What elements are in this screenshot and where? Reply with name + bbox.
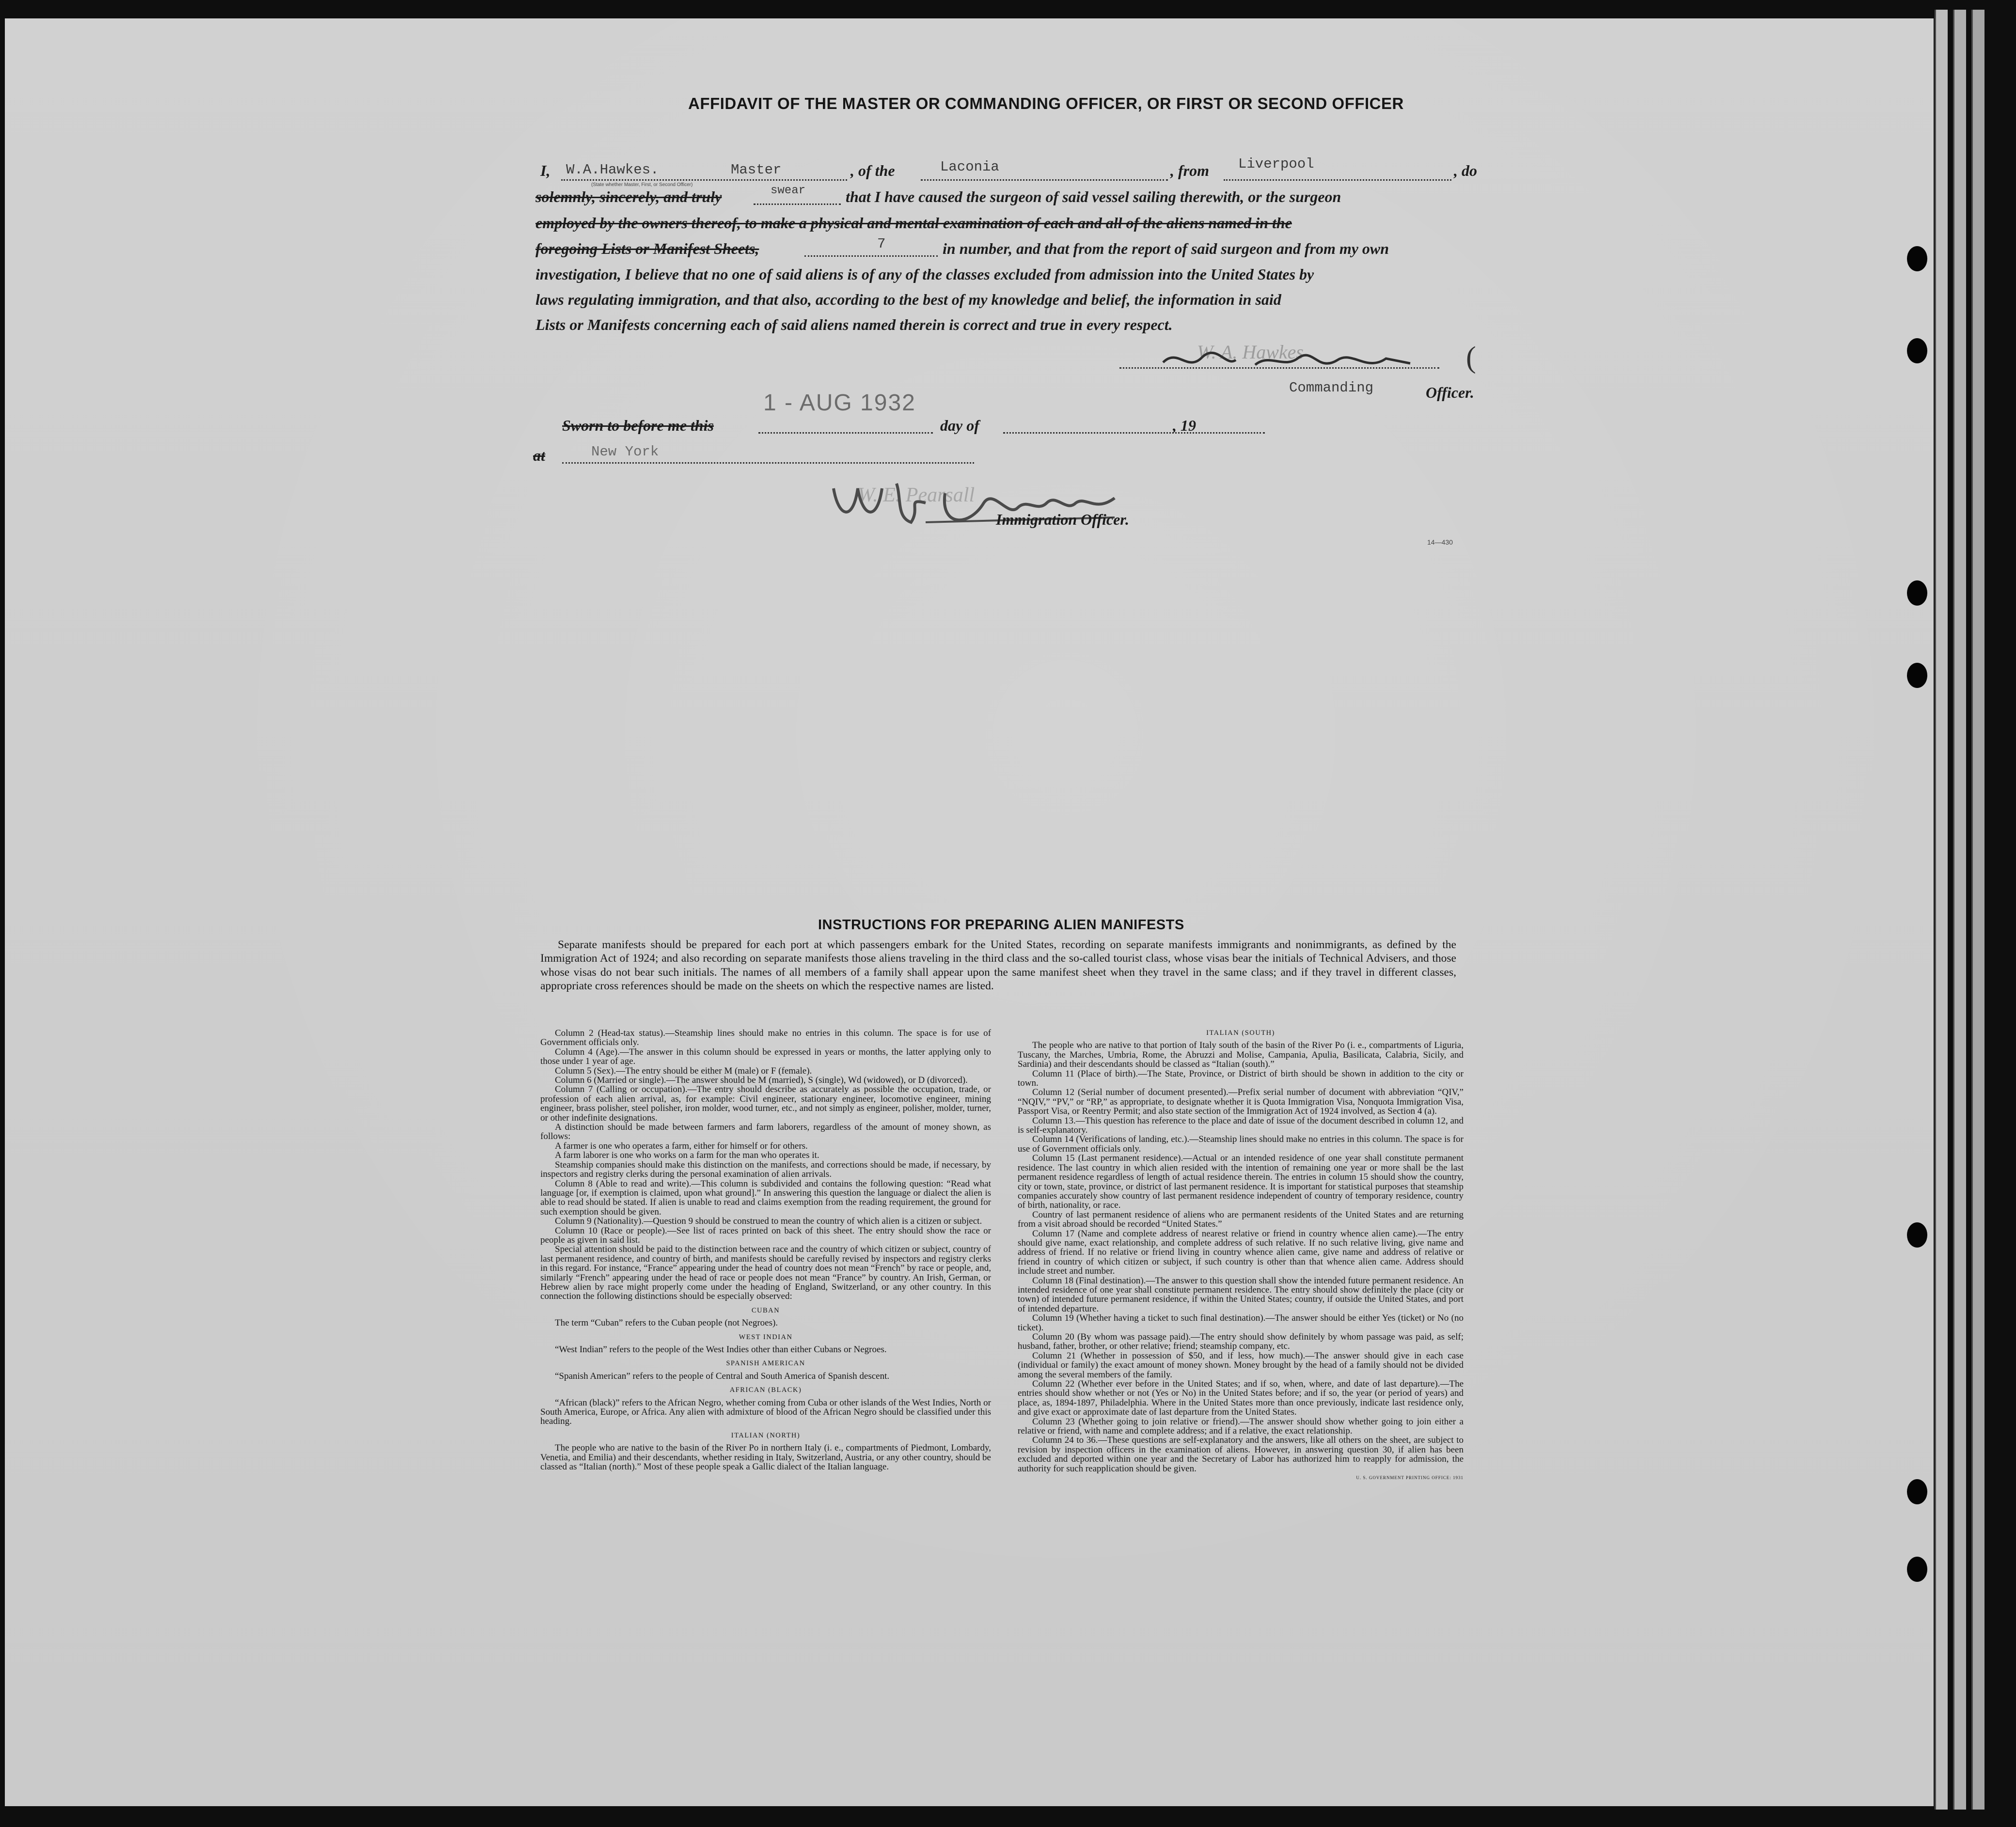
document-sheet — [5, 18, 1934, 1806]
line1-do: , do — [1454, 162, 1477, 179]
line6-text: laws regulating immigration, and that also, according to the best of my knowledge and belief, the information in said — [536, 291, 1281, 308]
cuban-heading: CUBAN — [751, 1306, 780, 1314]
italian-north-text: The people who are native to the basin of the River Po in northern Italy (i. e., compartments of Piedmont, Lombardy, Venetia, and Emilia) and their descendants, whether residing in Italy, Switzerland, Austria, or any other country, should be classed as “Italian (north).” Most of these people speak a Gallic dialect of the Italian language. — [540, 1443, 991, 1472]
immigration-officer-label: Immigration Officer. — [996, 511, 1129, 528]
at-place: New York — [591, 444, 659, 460]
italian-south-heading: ITALIAN (SOUTH) — [1206, 1029, 1275, 1037]
punch-hole — [1907, 580, 1927, 606]
signature-tick: ( — [1466, 341, 1476, 374]
right-para: Column 20 (By whom was passage paid).—The entry should show definitely by whom passage was paid, as self; husband, father, brother, or other relative; friend; steamship company, etc. — [1018, 1332, 1464, 1352]
immigration-signature-text: W. E. Pearsall — [858, 484, 975, 506]
line2-prefix: solemnly, sincerely, and truly — [536, 188, 722, 205]
left-para: Column 2 (Head-tax status).—Steamship lines should make no entries in this column. The space is for use of Government officials only. — [540, 1028, 991, 1048]
left-para: Special attention should be paid to the distinction between race and the country of which citizen or subject, country of last permanent residence, and country of birth, and manifests should be carefully revised by inspectors and registry clerks in this regard. For instance, “France” appearing under the head of country does not mean “French” by race or people, and, similarly “French” appearing under the head of race or people does not mean “France” by country. An Irish, German, or Hebrew alien by race might properly come under the heading of England, Switzerland, or any other country. In this connection the following distinctions should be especially observed: — [540, 1244, 991, 1302]
westindian-text: “West Indian” refers to the people of the West Indies other than either Cubans or Negroes. — [555, 1344, 887, 1355]
stacked-sheet-edge — [1935, 10, 1948, 1810]
right-para: Column 13.—This question has reference to the place and date of issue of the document described in column 12, and is self-explanatory. — [1018, 1115, 1464, 1136]
at-place-line — [562, 445, 974, 464]
line2-text: that I have caused the surgeon of said vessel sailing therewith, or the surgeon — [846, 188, 1341, 205]
left-para: Column 5 (Sex).—The entry should be either M (male) or F (female). — [555, 1065, 812, 1076]
instructions-right-column — [1018, 1029, 1464, 1483]
master-name-line — [561, 162, 847, 181]
form-number: 14—430 — [1427, 538, 1453, 546]
line3-body: employed by the owners thereof, to make a physical and mental examination of each and all of the aliens named in the — [536, 214, 1292, 232]
officer-type: Commanding — [1289, 380, 1374, 396]
sworn-day-of: day of — [940, 417, 979, 434]
right-para: Column 11 (Place of birth).—The State, Province, or District of birth should be shown in addition to the city or town. — [1018, 1068, 1464, 1089]
left-para: Column 8 (Able to read and write).—This column is subdivided and contains the following question: “Read what language [or, if exemption is claimed, upon what ground].” In answering this question the language or dialect the alien is able to read should be stated. If alien is unable to read and claims exemption from the reading requirement, the ground for such exemption should be given. — [540, 1178, 991, 1217]
sworn-year: , 19 — [1173, 417, 1196, 434]
left-para: Column 7 (Calling or occupation).—The entry should describe as accurately as possible the occupation, trade, or profession of each alien arrival, as, for example: Civil engineer, stationary engineer, locomotive engineer, mining engineer, brass polisher, steel polisher, iron molder, wood turner, etc., and not simply as engineer, polisher, molder, turner, or other indefinite designations. — [540, 1084, 991, 1123]
right-para: The people who are native to that portion of Italy south of the basin of the River Po (i. e., compartments of Liguria, Tuscany, the Marches, Umbria, Rome, the Abruzzi and Molise, Campania, Apulia, Basilicata, Calabria, Sicily, and Sardinia) and their descendants should be classed as “Italian (south).” — [1018, 1040, 1464, 1070]
affidavit-title: AFFIDAVIT OF THE MASTER OR COMMANDING OFFICER, OR FIRST OR SECOND OFFICER — [688, 94, 1404, 112]
printer-credit: U. S. GOVERNMENT PRINTING OFFICE: 1931 — [1356, 1475, 1464, 1481]
left-para: A farm laborer is one who works on a farm for the man who operates it. — [555, 1150, 819, 1161]
officer-suffix: Officer. — [1426, 384, 1474, 401]
westindian-heading: WEST INDIAN — [739, 1333, 793, 1341]
right-para: Column 17 (Name and complete address of nearest relative or friend in country whence alien came).—The entry should give name, exact relationship, and complete address of such relative. If no such relative living, give name and address of friend. If no relative or friend living in country whence alien came, give name and address of relative or friend in country of which citizen or subject, if such country is other than that whence alien came. Address should include street and number. — [1018, 1228, 1464, 1277]
punch-hole — [1907, 338, 1927, 363]
master-rank: Master — [731, 162, 782, 178]
line1-from: , from — [1170, 162, 1209, 179]
left-para: A distinction should be made between farmers and farm laborers, regardless of the amount of money shown, as follows: — [540, 1122, 991, 1142]
right-para: Column 24 to 36.—These questions are self-explanatory and the answers, like all others on the sheet, are subject to revision by inspection officers in the examination of aliens. However, in answering question 30, if alien has been excluded and deported within one year and the Secretary of Labor has authorized him to reapply for admission, the authority for such reapplication should be given. — [1018, 1435, 1464, 1474]
punch-hole — [1907, 663, 1927, 688]
right-para: Column 19 (Whether having a ticket to such final destination).—The answer should be either Yes (ticket) or No (no ticket). — [1018, 1313, 1464, 1333]
punch-hole — [1907, 1557, 1927, 1582]
port-line — [1224, 156, 1451, 181]
italian-north-heading: ITALIAN (NORTH) — [731, 1431, 801, 1439]
line5-text: investigation, I believe that no one of said aliens is of any of the classes excluded from admission into the United States by — [536, 265, 1314, 283]
line1-of-the: , of the — [850, 162, 895, 179]
port-from: Liverpool — [1238, 156, 1314, 172]
left-para: Column 10 (Race or people).—See list of races printed on back of this sheet. The entry should show the race or people as given in said list. — [540, 1225, 991, 1245]
right-para: Column 18 (Final destination).—The answer to this question shall show the intended future permanent residence. An intended residence of one year shall constitute permanent residence. The entry should show definitely the place (city or town) of intended future permanent residence, if within the United States; country, if outside the United States, and port of intended departure. — [1018, 1275, 1464, 1314]
stacked-sheet-edge — [1971, 10, 1984, 1810]
spanish-text: “Spanish American” refers to the people of Central and South America of Spanish descent. — [555, 1371, 890, 1381]
vessel-name: Laconia — [940, 159, 999, 175]
right-para: Column 23 (Whether going to join relative or friend).—The answer should show whether going to join either a relative or friend, with name and complete address; and if a relative, the exact relationship. — [1018, 1416, 1464, 1437]
instructions-intro: Separate manifests should be prepared for each port at which passengers embark for the United States, recording on separate manifests immigrants and nonimmigrants, as defined by the Immigration Act of 1924; and also recording on separate manifests those aliens traveling in the third class and the so-called tourist class, whose visas bear the initials of Technical Advisers, and those whose visas do not bear such initials. The names of all members of a family shall appear upon the same manifest sheet when they travel in the same class; and if they travel in different classes, appropriate cross references should be made on the sheets on which the respective names are listed. — [540, 938, 1456, 993]
stacked-sheet-edge — [1953, 10, 1966, 1810]
oath-line — [754, 186, 841, 205]
line1-prefix: I, — [540, 162, 551, 179]
master-signature-text: W. A. Hawkes — [1197, 341, 1304, 363]
left-para: Column 9 (Nationality).—Question 9 should be construed to mean the country of which alien is a citizen or subject. — [555, 1216, 982, 1227]
rank-note: (State whether Master, First, or Second Officer) — [591, 182, 693, 187]
master-name: W.A.Hawkes. — [566, 162, 659, 178]
left-para: A farmer is one who operates a farm, either for himself or for others. — [555, 1140, 808, 1151]
line4-prefix: foregoing Lists or Manifest Sheets, — [536, 240, 759, 257]
line4-text: in number, and that from the report of said surgeon and from my own — [943, 240, 1389, 257]
right-para: Column 15 (Last permanent residence).—Actual or an intended residence of one year shall constitute permanent residence. The last country in which alien resided with the intention of remaining one year or more shall be the last permanent residence regardless of length of actual residence therein. The entries in column 15 should show the country, city or town, state, province, or district of last permanent residence. It is important for statistical purposes that steamship companies accurately show country of last permanent residence independent of country of temporary residence, country of birth, nationality, or race. — [1018, 1153, 1464, 1211]
left-para: Steamship companies should make this distinction on the manifests, and corrections should be made, if necessary, by inspectors and registry clerks during the personal examination of alien arrivals. — [540, 1159, 991, 1180]
sworn-month-line — [1003, 415, 1265, 434]
punch-hole — [1907, 246, 1927, 271]
punch-hole — [1907, 1479, 1927, 1504]
spanish-heading: SPANISH AMERICAN — [726, 1359, 805, 1368]
cuban-text: The term “Cuban” refers to the Cuban people (not Negroes). — [555, 1318, 778, 1328]
punch-hole — [1907, 1222, 1927, 1248]
african-text: “African (black)” refers to the African Negro, whether coming from Cuba or other islands of the West Indies, North or South America, Europe, or Africa. Any alien with admixture of blood of the African Negro should be classified under this heading. — [540, 1397, 991, 1427]
right-para: Country of last permanent residence of aliens who are permanent residents of the United States and are returning from a visit abroad should be recorded “United States.” — [1018, 1209, 1464, 1230]
left-para: Column 6 (Married or single).—The answer should be M (married), S (single), Wd (widowed), or D (divorced). — [555, 1075, 968, 1086]
right-para: Column 21 (Whether in possession of $50, and if less, how much).—The answer should give in each case (individual or family) the exact amount of money shown. Money brought by the head of a family should not be divided among the several members of the family. — [1018, 1350, 1464, 1380]
right-para: Column 22 (Whether ever before in the United States; and if so, when, where, and date of last departure).—The entries should show whether or not (Yes or No) in the United States before; and if so, the year (or period of years) and place, as, 1894-1897, Philadelphia. Where in the United States more than once previously, indicate last residence only, and give exact or approximate date of last departure from the United States. — [1018, 1379, 1464, 1418]
right-para: Column 12 (Serial number of document presented).—Prefix serial number of document with abbreviation “QIV,” “NQIV,” “PV,” or “RP,” as appropriate, to designate whether it is Quota Immigration Visa, Nonquota Immigration Visa, Passport Visa, or Reentry Permit; and also state section of the Immigration Act of 1924 involved, as Section 4 (a). — [1018, 1087, 1464, 1117]
african-heading: AFRICAN (BLACK) — [729, 1386, 802, 1394]
sheets-count: 7 — [877, 236, 886, 252]
line7-text: Lists or Manifests concerning each of said aliens named therein is correct and true in every respect. — [536, 316, 1173, 333]
line3-text — [536, 214, 1292, 232]
right-para: Column 14 (Verifications of landing, etc.).—Steamship lines should make no entries in this column. The space is for use of Government officials only. — [1018, 1134, 1464, 1154]
date-stamp: 1 - AUG 1932 — [763, 390, 916, 416]
instructions-left-column — [540, 1029, 991, 1471]
sworn-prefix: Sworn to before me this — [562, 417, 714, 434]
vessel-line — [921, 159, 1168, 181]
left-para: Column 4 (Age).—The answer in this column should be expressed in years or months, the latter applying only to those under 1 year of age. — [540, 1046, 991, 1067]
sworn-day-line — [758, 415, 933, 434]
at-label: at — [533, 447, 545, 464]
sheets-count-line — [804, 238, 938, 257]
oath-word: swear — [771, 184, 806, 197]
instructions-title: INSTRUCTIONS FOR PREPARING ALIEN MANIFESTS — [818, 917, 1184, 933]
